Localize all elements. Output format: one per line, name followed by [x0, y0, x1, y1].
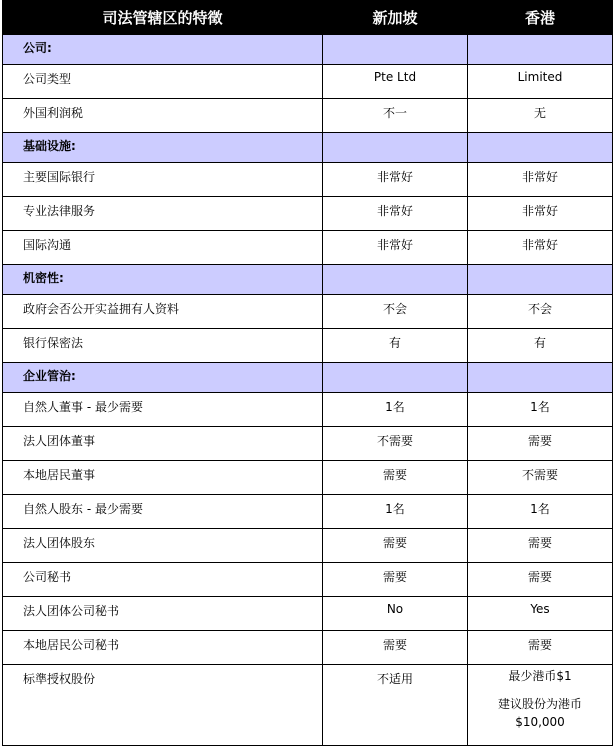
singapore-value: No [322, 597, 467, 630]
table-header [2, 0, 613, 35]
section-header [2, 363, 613, 393]
row-label: 标準授权股份 [2, 665, 322, 745]
section-title: 企业管治: [2, 363, 322, 392]
row-label: 法人团体公司秘书 [2, 597, 322, 630]
table-row [2, 231, 613, 265]
table-row [2, 529, 613, 563]
table-row [2, 631, 613, 665]
section-header [2, 265, 613, 295]
section-header [2, 35, 613, 65]
table-row [2, 197, 613, 231]
hong-kong-value: 需要 [467, 427, 613, 460]
hong-kong-value: Limited [467, 65, 613, 98]
table-row [2, 495, 613, 529]
singapore-value: 1名 [322, 495, 467, 528]
hong-kong-value: 无 [467, 99, 613, 132]
hong-kong-value: 需要 [467, 529, 613, 562]
section-cell [467, 133, 613, 162]
singapore-value: 非常好 [322, 197, 467, 230]
table-body [2, 35, 613, 665]
row-label: 政府会否公开实益拥有人资料 [2, 295, 322, 328]
section-cell [322, 265, 467, 294]
section-cell [322, 35, 467, 64]
section-cell [467, 363, 613, 392]
singapore-value: 需要 [322, 461, 467, 494]
singapore-value: 需要 [322, 631, 467, 664]
hong-kong-value: 需要 [467, 563, 613, 596]
row-label: 法人团体董事 [2, 427, 322, 460]
comparison-table [2, 0, 613, 746]
table-row [2, 295, 613, 329]
table-row [2, 163, 613, 197]
singapore-value: 不适用 [322, 665, 467, 745]
hong-kong-value-line1: 最少港币$1 [508, 669, 572, 683]
header-jurisdiction-features: 司法管辖区的特徵 [2, 0, 322, 34]
hong-kong-value: 不需要 [467, 461, 613, 494]
singapore-value: 需要 [322, 563, 467, 596]
singapore-value: 不需要 [322, 427, 467, 460]
section-cell [322, 363, 467, 392]
singapore-value: 不一 [322, 99, 467, 132]
row-label: 银行保密法 [2, 329, 322, 362]
section-title: 基础设施: [2, 133, 322, 162]
hong-kong-value: 1名 [467, 393, 613, 426]
row-label: 法人团体股东 [2, 529, 322, 562]
singapore-value: 非常好 [322, 163, 467, 196]
table-row [2, 597, 613, 631]
row-label: 主要国际银行 [2, 163, 322, 196]
table-row [2, 329, 613, 363]
row-label: 专业法律服务 [2, 197, 322, 230]
row-label: 国际沟通 [2, 231, 322, 264]
hong-kong-value: Yes [467, 597, 613, 630]
table-row [2, 99, 613, 133]
row-label: 本地居民董事 [2, 461, 322, 494]
table-row [2, 461, 613, 495]
header-hong-kong: 香港 [467, 0, 613, 34]
table-row [2, 563, 613, 597]
row-label: 自然人董事 - 最少需要 [2, 393, 322, 426]
singapore-value: Pte Ltd [322, 65, 467, 98]
section-title: 公司: [2, 35, 322, 64]
hong-kong-value: 不会 [467, 295, 613, 328]
table-row [2, 427, 613, 461]
header-singapore: 新加坡 [322, 0, 467, 34]
section-cell [467, 265, 613, 294]
hong-kong-value: 非常好 [467, 197, 613, 230]
table-row [2, 65, 613, 99]
hong-kong-value [467, 665, 613, 745]
section-title: 机密性: [2, 265, 322, 294]
hong-kong-value: 需要 [467, 631, 613, 664]
row-label: 公司类型 [2, 65, 322, 98]
singapore-value: 1名 [322, 393, 467, 426]
singapore-value: 需要 [322, 529, 467, 562]
hong-kong-value: 非常好 [467, 231, 613, 264]
section-cell [467, 35, 613, 64]
row-label: 公司秘书 [2, 563, 322, 596]
hong-kong-value: 有 [467, 329, 613, 362]
table-row [2, 665, 613, 746]
hong-kong-value-line3: $10,000 [515, 715, 565, 729]
row-label: 外国利润税 [2, 99, 322, 132]
row-label: 自然人股东 - 最少需要 [2, 495, 322, 528]
section-cell [322, 133, 467, 162]
table-row [2, 393, 613, 427]
singapore-value: 有 [322, 329, 467, 362]
section-header [2, 133, 613, 163]
row-label: 本地居民公司秘书 [2, 631, 322, 664]
singapore-value: 不会 [322, 295, 467, 328]
hong-kong-value: 1名 [467, 495, 613, 528]
singapore-value: 非常好 [322, 231, 467, 264]
hong-kong-value: 非常好 [467, 163, 613, 196]
hong-kong-value-line2: 建议股份为港币 [497, 697, 582, 711]
